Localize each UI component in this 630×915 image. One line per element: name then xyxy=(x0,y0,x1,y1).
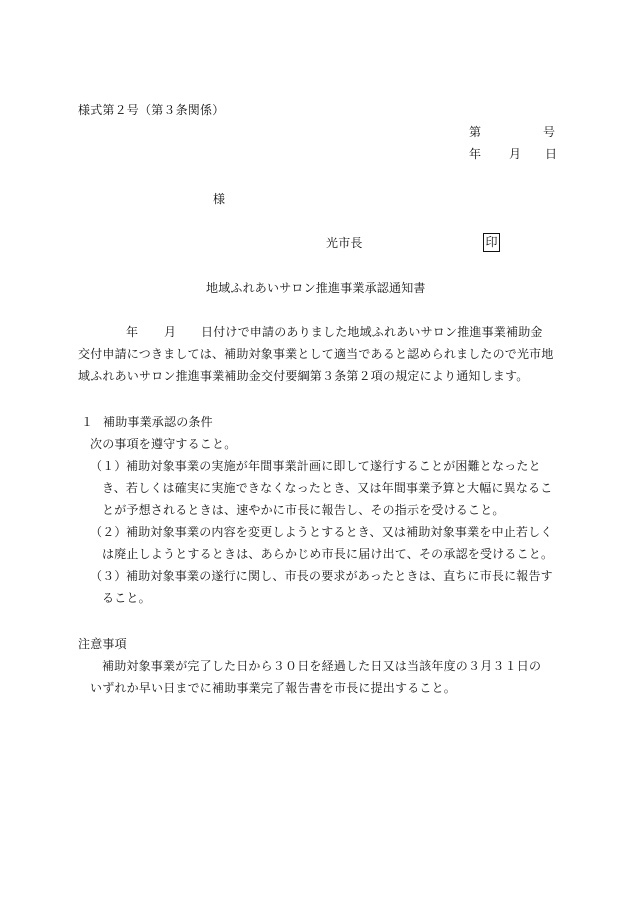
item-1-line-2: き、若しくは確実に実施できなくなったとき、又は年間事業予算と大幅に異なるこ xyxy=(102,481,553,495)
sender: 光市長 xyxy=(326,236,363,250)
notes-line-2: いずれか早い日までに補助事業完了報告書を市長に提出すること。 xyxy=(90,681,457,695)
section-1-heading: 補助事業承認の条件 xyxy=(103,415,213,429)
item-1-line-3: とが予想されるときは、速やかに市長に報告し、その指示を受けること。 xyxy=(102,503,505,517)
form-label: 様式第２号（第３条関係） xyxy=(78,103,225,117)
intro-year: 年 xyxy=(126,325,139,339)
item-2-number: （２） xyxy=(90,525,127,539)
section-1-number: １ xyxy=(81,415,94,429)
section-1-lead: 次の事項を遵守すること。 xyxy=(90,437,237,451)
number-prefix: 第 xyxy=(469,125,482,139)
intro-line-2: 交付申請につきましては、補助対象事業として適当であると認められましたので光市地 xyxy=(78,347,554,361)
intro-line-3: 域ふれあいサロン推進事業補助金交付要綱第３条第２項の規定により通知します。 xyxy=(78,369,529,383)
number-suffix: 号 xyxy=(543,125,556,139)
item-1-number: （１） xyxy=(90,459,127,473)
item-3-line-1: 補助対象事業の遂行に関し、市長の要求があったときは、直ちに市長に報告す xyxy=(126,569,553,583)
item-3-line-2: ること。 xyxy=(102,591,151,605)
item-2-line-1: 補助対象事業の内容を変更しようとするとき、又は補助対象事業を中止若しく xyxy=(126,525,553,539)
notes-line-1: 補助対象事業が完了した日から３０日を経過した日又は当該年度の３月３１日の xyxy=(102,659,542,673)
intro-line-1: 日付けで申請のありました地域ふれあいサロン推進事業補助金 xyxy=(201,325,543,339)
date-month: 月 xyxy=(509,147,522,161)
notes-heading: 注意事項 xyxy=(78,637,127,651)
intro-month: 月 xyxy=(164,325,177,339)
official-seal: 印 xyxy=(483,233,500,252)
item-3-number: （３） xyxy=(90,569,127,583)
date-day: 日 xyxy=(545,147,558,161)
addressee-honorific: 様 xyxy=(213,192,226,206)
item-1-line-1: 補助対象事業の実施が年間事業計画に即して遂行することが困難となったと xyxy=(126,459,541,473)
date-year: 年 xyxy=(469,147,482,161)
item-2-line-2: は廃止しようとするときは、あらかじめ市長に届け出て、その承認を受けること。 xyxy=(102,547,554,561)
document-title: 地域ふれあいサロン推進事業承認通知書 xyxy=(206,281,426,295)
